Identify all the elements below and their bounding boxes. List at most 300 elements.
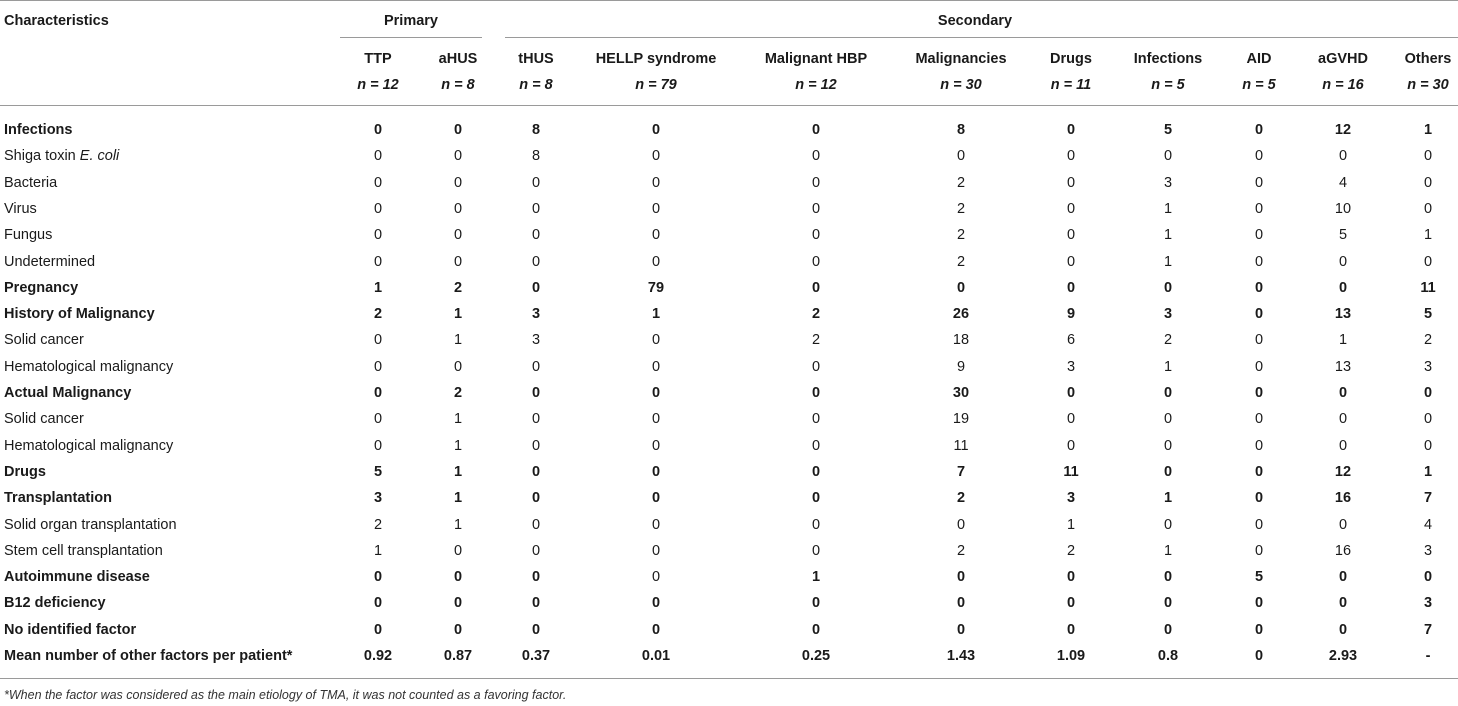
table-cell: 0 xyxy=(651,411,661,427)
table-cell: 0 xyxy=(811,517,821,533)
table-cell: 5 xyxy=(1163,122,1173,138)
row-label-text: B12 deficiency xyxy=(4,595,106,611)
table-cell: 18 xyxy=(952,332,970,348)
column-n-count: n = 30 xyxy=(1407,77,1449,93)
table-cell: 0 xyxy=(373,332,383,348)
table-cell: 0 xyxy=(373,359,383,375)
table-cell: 0 xyxy=(531,280,541,296)
table-cell: 0 xyxy=(1066,175,1076,191)
table-cell: 0 xyxy=(453,359,463,375)
table-cell: 0 xyxy=(651,517,661,533)
table-cell: 1 xyxy=(453,464,463,480)
table-cell: 0 xyxy=(373,122,383,138)
row-label xyxy=(4,305,155,323)
row-label xyxy=(4,331,84,349)
row-label-text: No identified factor xyxy=(4,622,137,638)
primary-underline xyxy=(340,37,482,38)
table-cell: 2 xyxy=(373,306,383,322)
table-cell: 0 xyxy=(373,175,383,191)
table-cell: 3 xyxy=(1423,543,1433,559)
table-cell: 0 xyxy=(531,464,541,480)
column-header: tHUS xyxy=(518,51,554,67)
row-label-italic: E. coli xyxy=(79,148,120,164)
table-cell: 0 xyxy=(531,385,541,401)
table-cell: 1 xyxy=(1163,359,1173,375)
table-cell: 9 xyxy=(1066,306,1076,322)
table-cell: 0 xyxy=(531,201,541,217)
row-label xyxy=(4,568,150,586)
table-cell: 2 xyxy=(956,543,966,559)
table-cell: 0 xyxy=(373,438,383,454)
table-cell: 1 xyxy=(1163,227,1173,243)
table-cell: 9 xyxy=(956,359,966,375)
table-cell: 1 xyxy=(373,280,383,296)
row-label xyxy=(4,489,112,507)
table-cell: 30 xyxy=(952,385,970,401)
table-cell: 0.37 xyxy=(521,648,551,664)
table-cell: 0 xyxy=(956,280,966,296)
table-cell: 0 xyxy=(1254,306,1264,322)
table-cell: 2 xyxy=(1163,332,1173,348)
table-cell: 0 xyxy=(1423,569,1433,585)
table-cell: 0 xyxy=(1163,385,1173,401)
row-label-text: Shiga toxin xyxy=(4,148,80,164)
table-cell: 12 xyxy=(1334,464,1352,480)
table-cell: 2.93 xyxy=(1328,648,1358,664)
table-cell: 0 xyxy=(651,438,661,454)
table-cell: 0 xyxy=(1338,595,1348,611)
table-cell: 0 xyxy=(453,569,463,585)
table-cell: 0 xyxy=(373,385,383,401)
column-n-count: n = 12 xyxy=(357,77,399,93)
column-n-count: n = 79 xyxy=(635,77,677,93)
table-cell: 3 xyxy=(1066,359,1076,375)
table-cell: 2 xyxy=(956,175,966,191)
table-cell: 0 xyxy=(1338,622,1348,638)
table-cell: 0 xyxy=(1254,359,1264,375)
table-cell: 0 xyxy=(531,411,541,427)
table-cell: 0 xyxy=(1423,411,1433,427)
table-cell: 4 xyxy=(1338,175,1348,191)
table-cell: 26 xyxy=(952,306,970,322)
table-cell: 13 xyxy=(1334,306,1352,322)
table-cell: 0 xyxy=(453,122,463,138)
table-cell: 0 xyxy=(373,622,383,638)
row-label-text: Hematological malignancy xyxy=(4,359,174,375)
table-cell: 0 xyxy=(1163,517,1173,533)
row-label xyxy=(4,463,46,481)
table-cell: 0 xyxy=(1254,411,1264,427)
table-cell: 0 xyxy=(1066,385,1076,401)
table-cell: 0 xyxy=(1254,385,1264,401)
table-cell: 0 xyxy=(651,332,661,348)
row-label xyxy=(4,358,173,376)
column-header: Infections xyxy=(1133,51,1203,67)
row-label xyxy=(4,516,177,534)
table-cell: 1 xyxy=(1163,490,1173,506)
row-label xyxy=(4,647,292,665)
table-cell: 7 xyxy=(1423,490,1433,506)
table-cell: 1 xyxy=(1066,517,1076,533)
column-n-count: n = 12 xyxy=(795,77,837,93)
table-cell: 0 xyxy=(1066,411,1076,427)
row-label-text: Infections xyxy=(4,122,73,138)
row-label-text: Mean number of other factors per patient* xyxy=(4,648,293,664)
table-cell: 0 xyxy=(1338,411,1348,427)
table-cell: 0 xyxy=(651,122,661,138)
table-cell: 3 xyxy=(373,490,383,506)
table-cell: 2 xyxy=(1066,543,1076,559)
table-cell: 0 xyxy=(373,148,383,164)
table-cell: 0 xyxy=(811,280,821,296)
table-cell: 0 xyxy=(1163,569,1173,585)
table-cell: 2 xyxy=(811,306,821,322)
table-cell: 0 xyxy=(811,122,821,138)
table-cell: 11 xyxy=(1420,280,1436,296)
table-cell: 79 xyxy=(647,280,665,296)
row-label xyxy=(4,594,106,612)
row-label-text: Stem cell transplantation xyxy=(4,543,163,559)
table-cell: 0 xyxy=(956,148,966,164)
column-header: Others xyxy=(1404,51,1452,67)
table-cell: 0 xyxy=(811,227,821,243)
table-cell: 0 xyxy=(531,359,541,375)
table-cell: 0 xyxy=(1423,148,1433,164)
row-label-text: Actual Malignancy xyxy=(4,385,132,401)
table-cell: 0 xyxy=(651,622,661,638)
table-cell: 0 xyxy=(531,227,541,243)
table-cell: 2 xyxy=(956,227,966,243)
table-cell: 0 xyxy=(1066,227,1076,243)
table-cell: 1 xyxy=(453,438,463,454)
column-header: aGVHD xyxy=(1318,51,1368,67)
column-n-count: n = 16 xyxy=(1322,77,1364,93)
table-cell: 0 xyxy=(651,569,661,585)
column-header: TTP xyxy=(364,51,392,67)
table-cell: 1 xyxy=(1163,254,1173,270)
table-cell: 0 xyxy=(453,543,463,559)
table-cell: 0 xyxy=(1163,595,1173,611)
table-cell: 3 xyxy=(1163,306,1173,322)
table-cell: 0 xyxy=(811,595,821,611)
table-cell: 1.43 xyxy=(946,648,976,664)
table-cell: 1 xyxy=(651,306,661,322)
table-cell: 0 xyxy=(651,464,661,480)
table-cell: 0 xyxy=(1066,254,1076,270)
table-cell: 0 xyxy=(811,148,821,164)
table-cell: 0 xyxy=(531,569,541,585)
column-n-count: n = 8 xyxy=(519,77,553,93)
header-characteristics: Characteristics xyxy=(4,13,109,29)
table-cell: 0.01 xyxy=(641,648,671,664)
table-cell: 0 xyxy=(1338,280,1348,296)
table-cell: 2 xyxy=(453,280,463,296)
header-group-secondary: Secondary xyxy=(937,13,1013,29)
row-label xyxy=(4,621,136,639)
row-label xyxy=(4,279,78,297)
header-bottom-rule xyxy=(0,105,1458,106)
table-cell: 0 xyxy=(1254,148,1264,164)
table-cell: 0 xyxy=(1423,385,1433,401)
column-header: Drugs xyxy=(1050,51,1092,67)
table-cell: 0 xyxy=(811,464,821,480)
table-cell: 0 xyxy=(1163,411,1173,427)
table-cell: 0 xyxy=(1338,385,1348,401)
table-cell: 0.25 xyxy=(801,648,831,664)
row-label-text: Drugs xyxy=(4,464,46,480)
table-cell: 0 xyxy=(956,517,966,533)
table-cell: 7 xyxy=(956,464,966,480)
table-cell: 1 xyxy=(1338,332,1348,348)
table-cell: 3 xyxy=(531,306,541,322)
table-cell: 0 xyxy=(651,175,661,191)
table-cell: 5 xyxy=(1338,227,1348,243)
table-cell: 0 xyxy=(1338,569,1348,585)
top-rule xyxy=(0,0,1458,1)
table-cell: 2 xyxy=(956,201,966,217)
table-cell: 6 xyxy=(1066,332,1076,348)
table-cell: 0 xyxy=(453,227,463,243)
table-cell: 0 xyxy=(1423,254,1433,270)
table-cell: 0 xyxy=(453,254,463,270)
table-cell: 0 xyxy=(1254,227,1264,243)
table-cell: 0 xyxy=(1338,438,1348,454)
column-header: Malignancies xyxy=(915,51,1007,67)
table-cell: 0 xyxy=(1066,622,1076,638)
table-cell: 0 xyxy=(453,201,463,217)
table-bottom-rule xyxy=(0,678,1458,679)
table-cell: 1 xyxy=(1423,227,1433,243)
table-cell: 0 xyxy=(373,227,383,243)
table-cell: 0 xyxy=(1163,280,1173,296)
table-cell: 0 xyxy=(1254,464,1264,480)
table-cell: 0 xyxy=(811,254,821,270)
table-cell: 0 xyxy=(1254,517,1264,533)
table-cell: 0 xyxy=(811,175,821,191)
table-cell: 0 xyxy=(531,622,541,638)
row-label-text: Autoimmune disease xyxy=(4,569,150,585)
table-cell: 0 xyxy=(651,148,661,164)
row-label-text: Fungus xyxy=(4,227,53,243)
table-cell: 0 xyxy=(531,595,541,611)
table-cell: 0 xyxy=(651,490,661,506)
table-cell: 13 xyxy=(1334,359,1352,375)
table-cell: 0 xyxy=(1254,622,1264,638)
row-label xyxy=(4,121,72,139)
row-label xyxy=(4,253,95,271)
table-cell: 0 xyxy=(1066,569,1076,585)
table-cell: 0 xyxy=(1254,490,1264,506)
table-cell: 2 xyxy=(1423,332,1433,348)
table-cell: 0 xyxy=(373,411,383,427)
table-cell: 2 xyxy=(373,517,383,533)
table-cell: 0 xyxy=(811,543,821,559)
column-header: AID xyxy=(1246,51,1272,67)
table-cell: 2 xyxy=(956,254,966,270)
row-label-text: Pregnancy xyxy=(4,280,79,296)
row-label-text: Solid cancer xyxy=(4,411,84,427)
table-cell: 0 xyxy=(1066,201,1076,217)
table-footnote: *When the factor was considered as the main etiology of TMA, it was not counted as a favoring factor. xyxy=(4,688,567,702)
table-cell: 19 xyxy=(952,411,970,427)
table-cell: 1 xyxy=(811,569,821,585)
table-cell: - xyxy=(1425,648,1431,664)
table-cell: 0 xyxy=(1254,201,1264,217)
table-cell: 0 xyxy=(531,490,541,506)
table-cell: 0 xyxy=(373,201,383,217)
row-label-text: Bacteria xyxy=(4,175,58,191)
row-label xyxy=(4,200,37,218)
row-label xyxy=(4,226,52,244)
table-cell: 16 xyxy=(1334,543,1352,559)
table-cell: 0 xyxy=(373,254,383,270)
table-cell: 11 xyxy=(953,438,969,454)
table-cell: 0.8 xyxy=(1157,648,1179,664)
row-label-text: Solid cancer xyxy=(4,332,84,348)
table-cell: 0 xyxy=(531,517,541,533)
table-cell: 0 xyxy=(1066,280,1076,296)
table-cell: 0 xyxy=(1338,254,1348,270)
table-cell: 0 xyxy=(956,569,966,585)
table-cell: 0 xyxy=(956,595,966,611)
table-cell: 0 xyxy=(453,175,463,191)
table-cell: 1 xyxy=(373,543,383,559)
table-cell: 2 xyxy=(453,385,463,401)
table-cell: 0 xyxy=(531,438,541,454)
column-n-count: n = 5 xyxy=(1242,77,1276,93)
table-cell: 0 xyxy=(1338,148,1348,164)
table-cell: 0 xyxy=(1254,254,1264,270)
table-cell: 0 xyxy=(811,490,821,506)
table-cell: 1 xyxy=(1423,122,1433,138)
table-cell: 0 xyxy=(373,595,383,611)
table-cell: 0 xyxy=(531,175,541,191)
table-cell: 0 xyxy=(956,622,966,638)
table-cell: 0 xyxy=(1254,543,1264,559)
table-cell: 0 xyxy=(1066,148,1076,164)
column-header: aHUS xyxy=(438,51,478,67)
table-cell: 3 xyxy=(1423,359,1433,375)
table-cell: 0 xyxy=(531,254,541,270)
column-header: HELLP syndrome xyxy=(595,51,717,67)
row-label xyxy=(4,542,163,560)
table-cell: 0 xyxy=(651,595,661,611)
table-cell: 0 xyxy=(651,227,661,243)
table-cell: 0 xyxy=(811,201,821,217)
table-cell: 0 xyxy=(1423,438,1433,454)
column-n-count: n = 30 xyxy=(940,77,982,93)
row-label xyxy=(4,410,84,428)
table-cell: 0 xyxy=(1254,280,1264,296)
table-cell: 8 xyxy=(956,122,966,138)
table-cell: 16 xyxy=(1334,490,1352,506)
table-cell: 1 xyxy=(453,306,463,322)
table-cell: 0.92 xyxy=(363,648,393,664)
table-cell: 0 xyxy=(1254,595,1264,611)
table-cell: 0 xyxy=(1423,175,1433,191)
table-cell: 1.09 xyxy=(1056,648,1086,664)
table-cell: 1 xyxy=(453,411,463,427)
table-cell: 0 xyxy=(453,622,463,638)
table-cell: 0 xyxy=(651,201,661,217)
row-label-text: Hematological malignancy xyxy=(4,438,174,454)
row-label-text: History of Malignancy xyxy=(4,306,155,322)
table-cell: 0 xyxy=(531,543,541,559)
table-cell: 5 xyxy=(373,464,383,480)
table-cell: 8 xyxy=(531,148,541,164)
table-cell: 0 xyxy=(373,569,383,585)
row-label xyxy=(4,147,119,165)
column-n-count: n = 8 xyxy=(441,77,475,93)
table-cell: 0 xyxy=(1254,175,1264,191)
column-header: Malignant HBP xyxy=(764,51,868,67)
table-cell: 0 xyxy=(1066,122,1076,138)
row-label xyxy=(4,437,173,455)
table-cell: 2 xyxy=(956,490,966,506)
table-cell: 12 xyxy=(1334,122,1352,138)
table-cell: 1 xyxy=(1163,543,1173,559)
table-cell: 0 xyxy=(651,359,661,375)
table-cell: 8 xyxy=(531,122,541,138)
table-cell: 5 xyxy=(1423,306,1433,322)
table-cell: 3 xyxy=(1163,175,1173,191)
table-cell: 0 xyxy=(1066,595,1076,611)
table-cell: 0 xyxy=(1163,438,1173,454)
row-label xyxy=(4,384,131,402)
row-label-text: Transplantation xyxy=(4,490,112,506)
table-cell: 0 xyxy=(1423,201,1433,217)
secondary-underline xyxy=(505,37,1458,38)
row-label-text: Solid organ transplantation xyxy=(4,517,177,533)
table-cell: 0 xyxy=(1254,648,1264,664)
table-cell: 0 xyxy=(651,385,661,401)
table-cell: 0 xyxy=(811,411,821,427)
table-cell: 0 xyxy=(811,359,821,375)
table-cell: 1 xyxy=(453,490,463,506)
column-n-count: n = 11 xyxy=(1050,77,1092,93)
table-cell: 1 xyxy=(453,517,463,533)
table-cell: 7 xyxy=(1423,622,1433,638)
table-cell: 0 xyxy=(1066,438,1076,454)
table-cell: 0 xyxy=(651,254,661,270)
table-cell: 0 xyxy=(651,543,661,559)
row-label-text: Undetermined xyxy=(4,254,96,270)
table-cell: 1 xyxy=(1163,201,1173,217)
table-cell: 1 xyxy=(453,332,463,348)
table-cell: 2 xyxy=(811,332,821,348)
header-group-primary: Primary xyxy=(383,13,438,29)
table-cell: 0 xyxy=(1163,464,1173,480)
table-cell: 0.87 xyxy=(443,648,473,664)
table-cell: 5 xyxy=(1254,569,1264,585)
table-cell: 0 xyxy=(1254,122,1264,138)
table-cell: 0 xyxy=(1338,517,1348,533)
table-cell: 0 xyxy=(811,385,821,401)
row-label xyxy=(4,174,57,192)
table-cell: 0 xyxy=(453,148,463,164)
table-cell: 1 xyxy=(1423,464,1433,480)
table-cell: 10 xyxy=(1334,201,1352,217)
table-cell: 0 xyxy=(1254,438,1264,454)
table-cell: 3 xyxy=(531,332,541,348)
table-cell: 0 xyxy=(811,438,821,454)
table-cell: 0 xyxy=(811,622,821,638)
table-cell: 0 xyxy=(1163,148,1173,164)
table-cell: 3 xyxy=(1066,490,1076,506)
table-cell: 4 xyxy=(1423,517,1433,533)
table-cell: 0 xyxy=(1254,332,1264,348)
table-cell: 3 xyxy=(1423,595,1433,611)
